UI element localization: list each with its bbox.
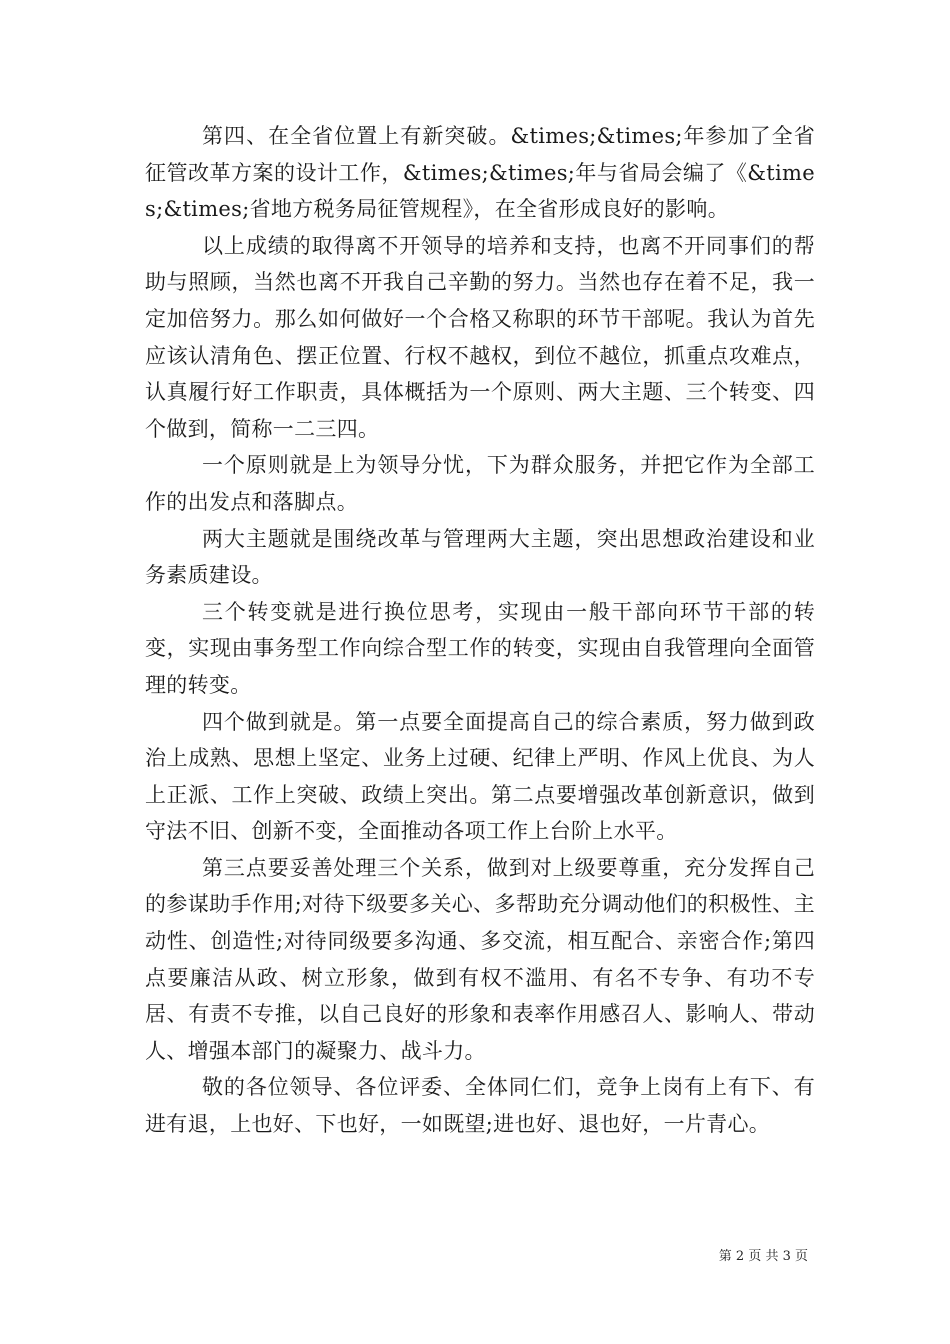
- paragraph-three-relationships: 第三点要妥善处理三个关系，做到对上级要尊重，充分发挥自己的参谋助手作用;对待下级要多关心、多帮助充分调动他们的积极性、主动性、创造性;对待同级要多沟通、多交流，相互配合、亲密合作;第四点要廉洁从政、树立形象，做到有权不滥用、有名不专争、有功不专居、有责不专推，以自己良好的形象和表率作用感召人、影响人、带动人、增强本部门的凝聚力、战斗力。: [145, 855, 815, 1063]
- page-number: 第 2 页 共 3 页: [718, 1249, 808, 1264]
- paragraph-two-themes: 两大主题就是围绕改革与管理两大主题，突出思想政治建设和业务素质建设。: [145, 526, 815, 588]
- paragraph-provincial-breakthrough: 第四、在全省位置上有新突破。&times;&times;年参加了全省征管改革方案的设计工作，&times;&times;年与省局会编了《&times;&times;省地方税务局征管规程》，在全省形成良好的影响。: [145, 124, 815, 222]
- document-body: [145, 118, 815, 1143]
- paragraph-achievements-and-approach: 以上成绩的取得离不开领导的培养和支持，也离不开同事们的帮助与照顾，当然也离不开我自己辛勤的努力。当然也存在着不足，我一定加倍努力。那么如何做好一个合格又称职的环节干部呢。我认为首先应该认清角色、摆正位置、行权不越权，到位不越位，抓重点攻难点，认真履行好工作职责，具体概括为一个原则、两大主题、三个转变、四个做到，简称一二三四。: [145, 233, 815, 441]
- paragraph-four-achievements: 四个做到就是。第一点要全面提高自己的综合素质，努力做到政治上成熟、思想上坚定、业务上过硬、纪律上严明、作风上优良、为人上正派、工作上突破、政绩上突出。第二点要增强改革创新意识，做到守法不旧、创新不变，全面推动各项工作上台阶上水平。: [145, 709, 815, 844]
- paragraph-one-principle: 一个原则就是上为领导分忧，下为群众服务，并把它作为全部工作的出发点和落脚点。: [145, 453, 815, 514]
- paragraph-three-transformations: 三个转变就是进行换位思考，实现由一般干部向环节干部的转变，实现由事务型工作向综合型工作的转变，实现由自我管理向全面管理的转变。: [145, 599, 815, 697]
- paragraph-closing-address: 敬的各位领导、各位评委、全体同仁们，竞争上岗有上有下、有进有退，上也好、下也好，一如既望;进也好、退也好，一片青心。: [145, 1075, 815, 1137]
